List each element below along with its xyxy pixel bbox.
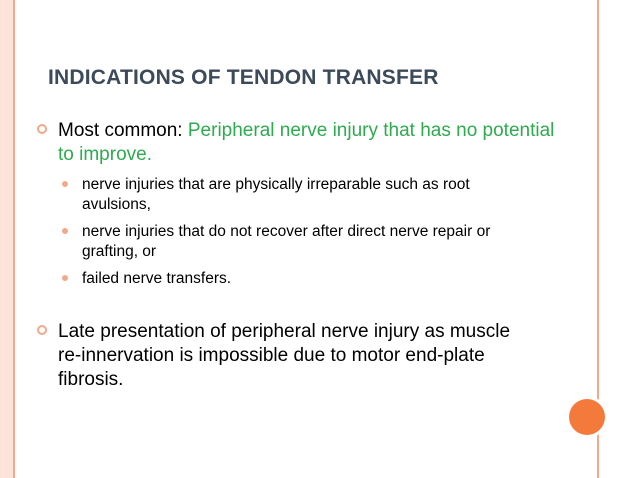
subbullet-failed-transfers (62, 269, 542, 289)
subbullet-text: nerve injuries that are physically irreparable such as root avulsions, (82, 176, 470, 213)
left-decorative-band (0, 0, 13, 478)
bullet-late-presentation (37, 320, 517, 392)
bullet-text (58, 119, 557, 167)
bullet-dot-icon (62, 181, 68, 187)
bullet-highlight: Peripheral nerve injury that has no potential to improve. (58, 120, 555, 165)
left-accent-line (13, 0, 15, 478)
bullet-ring-icon (37, 124, 47, 134)
subbullet-no-recovery (62, 222, 542, 262)
orange-circle-decoration (569, 399, 605, 435)
bullet-dot-icon (62, 228, 68, 234)
bullet-prefix: Most common: (58, 120, 188, 141)
subbullet-irreparable (62, 175, 542, 215)
bullet-text: Late presentation of peripheral nerve injury as muscle re-innervation is impossible due to motor end-plate fibrosis. (58, 321, 511, 390)
bullet-dot-icon (62, 275, 68, 281)
slide-title: INDICATIONS OF TENDON TRANSFER (48, 66, 439, 89)
bullet-ring-icon (37, 325, 47, 335)
bullet-most-common (37, 119, 557, 167)
subbullet-text: nerve injuries that do not recover after direct nerve repair or grafting, or (82, 223, 491, 260)
right-margin (599, 0, 638, 478)
subbullet-text: failed nerve transfers. (82, 270, 232, 287)
